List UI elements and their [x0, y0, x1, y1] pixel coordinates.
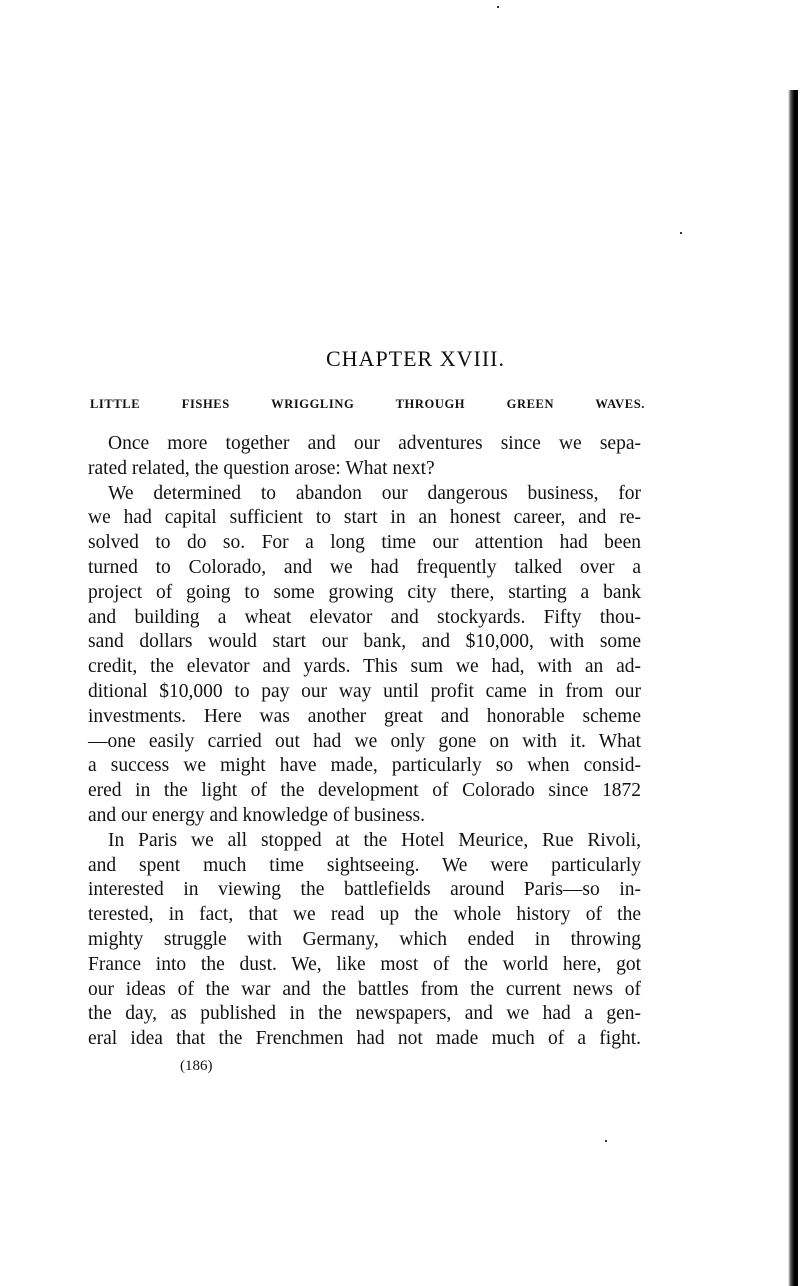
text-line: solved to do so. For a long time our attention had been — [88, 532, 641, 554]
text-line: terested, in fact, that we read up the whole history of the — [88, 904, 641, 926]
text-line: eral idea that the Frenchmen had not made much of a fight. — [88, 1028, 641, 1050]
chapter-title: CHAPTER XVIII. — [326, 346, 505, 371]
page-margin — [798, 90, 811, 1286]
text-line: the day, as published in the newspapers, and we had a gen- — [88, 1003, 641, 1025]
text-line: our ideas of the war and the battles from the current news of — [88, 978, 641, 1000]
text-line: and building a wheat elevator and stockyards. Fifty thou- — [88, 606, 641, 628]
text-line: sand dollars would start our bank, and $10,000, with some — [88, 631, 641, 653]
text-line: ered in the light of the development of Colorado since 1872 — [88, 780, 641, 802]
text-line: turned to Colorado, and we had frequently talked over a — [88, 556, 641, 578]
text-line: —one easily carried out had we only gone on with it. What — [88, 730, 641, 752]
text-line: we had capital sufficient to start in an honest career, and re- — [88, 507, 641, 529]
text-line: In Paris we all stopped at the Hotel Meurice, Rue Rivoli, — [108, 829, 641, 851]
scan-speck — [680, 232, 682, 234]
page-number: (186) — [180, 1058, 213, 1074]
scan-speck — [605, 1140, 607, 1142]
text-line: Once more together and our adventures since we sepa- — [108, 433, 641, 454]
text-line: France into the dust. We, like most of the world here, got — [88, 953, 641, 975]
chapter-subtitle: LITTLE FISHES WRIGGLING THROUGH GREEN WAVES. — [90, 397, 645, 411]
text-line: and spent much time sightseeing. We were particularly — [88, 854, 641, 876]
text-line: credit, the elevator and yards. This sum we had, with an ad- — [88, 656, 641, 678]
text-line: rated related, the question arose: What next? — [88, 457, 435, 479]
text-line: project of going to some growing city there, starting a bank — [88, 581, 641, 603]
text-line: mighty struggle with Germany, which ended in throwing — [88, 928, 641, 950]
text-line: We determined to abandon our dangerous business, for — [108, 482, 641, 504]
text-line: a success we might have made, particularly so when consid- — [88, 755, 641, 777]
text-line: interested in viewing the battlefields around Paris—so in- — [88, 879, 641, 901]
text-line: and our energy and knowledge of business. — [88, 804, 426, 826]
scan-speck — [497, 6, 499, 8]
body-text — [88, 432, 641, 1052]
text-line: investments. Here was another great and honorable scheme — [88, 705, 641, 727]
text-line: ditional $10,000 to pay our way until profit came in from our — [88, 680, 641, 702]
